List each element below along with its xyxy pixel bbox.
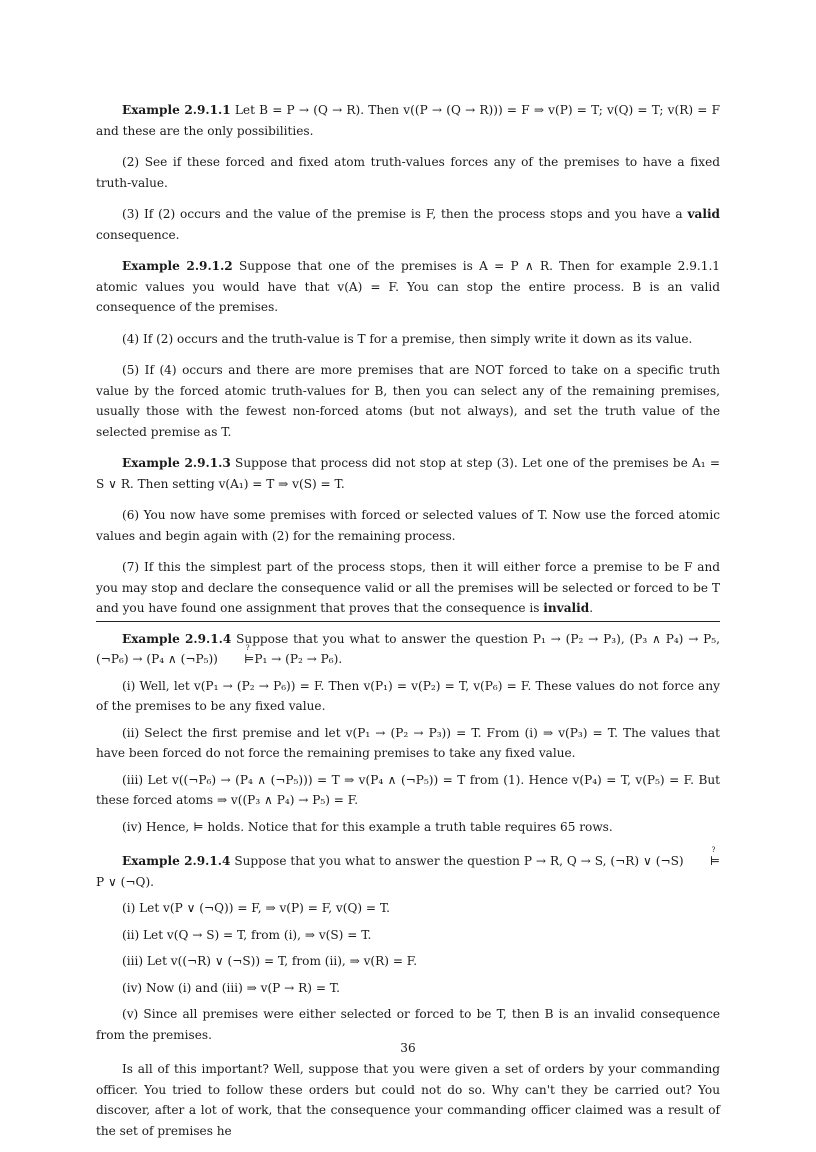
question-mark: ?	[711, 846, 716, 854]
turnstile-symbol	[218, 644, 255, 670]
example-2-9-1-4-b	[96, 846, 720, 892]
example-b-step-iii: (iii) Let v((¬R) ∨ (¬S)) = T, from (ii), ⇒ v(R) = F.	[122, 954, 418, 968]
example-a-step-iv: (iv) Hence, ⊨ holds. Notice that for this example a truth table requires 65 rows.	[122, 819, 613, 834]
example-b-step-i: (i) Let v(P ∨ (¬Q)) = F, ⇒ v(P) = F, v(Q) = T.	[122, 901, 391, 915]
step-3	[96, 204, 720, 245]
page-number: 36	[400, 1041, 416, 1055]
example-a-step-i: (i) Well, let v(P₁ → (P₂ → P₆)) = F. Then v(P₁) = v(P₂) = T, v(P₆) = F. These values do not force any of the premises to be any fixed value.	[96, 678, 720, 713]
example-label: Example 2.9.1.3	[122, 456, 231, 470]
example-2-9-1-3	[96, 453, 720, 494]
closing-paragraph: Is all of this important? Well, suppose that you were given a set of orders by your commanding officer. You tried to follow these orders but could not do so. Why can't they be carried out? You discover, after a lot of work, that the consequence your commanding officer claimed was a result of the set of premises he	[96, 1062, 720, 1138]
example-text: Suppose that process did not stop at step (3). Let one of the premises be A₁ = S ∨ R. Then setting v(A₁) = T ⇒ v(S) = T.	[96, 456, 720, 491]
step-6: (6) You now have some premises with forced or selected values of T. Now use the forced atomic values and begin again with (2) for the remaining process.	[96, 508, 720, 543]
example-label: Example 2.9.1.2	[122, 259, 233, 273]
example-b-step-ii: (ii) Let v(Q → S) = T, from (i), ⇒ v(S) = T.	[122, 927, 372, 942]
example-2-9-1-2	[96, 256, 720, 318]
step-4: (4) If (2) occurs and the truth-value is T for a premise, then simply write it down as its value.	[122, 331, 693, 346]
turnstile: ⊨	[243, 652, 255, 666]
section-divider	[96, 621, 720, 622]
example-2-9-1-4-a	[96, 629, 720, 670]
example-conclusion: P ∨ (¬Q).	[96, 874, 155, 889]
example-text: Suppose that you what to answer the question P → R, Q → S, (¬R) ∨ (¬S)	[230, 854, 684, 868]
page-content	[96, 100, 720, 1152]
spacer	[96, 843, 720, 851]
example-label: Example 2.9.1.4	[122, 854, 231, 868]
example-b-step-iv: (iv) Now (i) and (iii) ⇒ v(P → R) = T.	[122, 980, 340, 995]
step-7	[96, 557, 720, 619]
turnstile: ⊨	[709, 854, 720, 868]
example-label: Example 2.9.1.4	[122, 631, 232, 646]
valid-term: valid	[687, 207, 720, 221]
question-mark: ?	[245, 644, 250, 652]
example-text: Let B = P → (Q → R). Then v((P → (Q → R))) = F ⇒ v(P) = T; v(Q) = T; v(R) = F and these are the only possibilities.	[96, 103, 720, 138]
step-3-tail: consequence.	[96, 227, 180, 242]
step-2: (2) See if these forced and fixed atom truth-values forces any of the premises to have a fixed truth-value.	[96, 155, 720, 190]
example-text: Suppose that one of the premises is A = P ∧ R. Then for example 2.9.1.1 atomic values you would have that v(A) = F. You can stop the entire process. B is an valid consequence of the premises.	[96, 259, 720, 314]
step-3-text: (3) If (2) occurs and the value of the premise is F, then the process stops and you have a	[122, 207, 688, 221]
step-5: (5) If (4) occurs and there are more premises that are NOT forced to take on a specific truth value by the forced atomic truth-values for B, then you can select any of the remaining premises, usually those with the fewest non-forced atoms (but not always), and set the truth value of the selected premise as T.	[96, 363, 720, 439]
example-2-9-1-1	[96, 100, 720, 141]
example-a-step-iii: (iii) Let v((¬P₆) → (P₄ ∧ (¬P₅))) = T ⇒ v(P₄ ∧ (¬P₅)) = T from (1). Hence v(P₄) = T, v(P₅) = F. But these forced atoms ⇒ v((P₃ ∧ P₄) → P₅) = F.	[96, 772, 720, 807]
example-a-step-ii: (ii) Select the first premise and let v(P₁ → (P₂ → P₃)) = T. From (i) ⇒ v(P₃) = T. The values that have been forced do not force the remaining premises to take any fixed value.	[96, 725, 720, 760]
example-text: Suppose that you what to answer the question P₁ → (P₂ → P₃), (P₃ ∧ P₄) → P₅, (¬P₆) → (P₄ ∧ (¬P₅))	[96, 631, 721, 666]
example-label: Example 2.9.1.1	[122, 103, 231, 117]
example-conclusion: P₁ → (P₂ → P₆).	[254, 652, 343, 666]
example-b-step-v: (v) Since all premises were either selected or forced to be T, then B is an invalid consequence from the premises.	[96, 1007, 720, 1042]
turnstile-symbol	[684, 846, 720, 872]
step-7-text: (7) If this the simplest part of the process stops, then it will either force a premise to be F and you may stop and declare the consequence valid or all the premises will be selected or forced to be T and you have found one assignment that proves that the consequence is	[96, 560, 720, 615]
invalid-term: invalid	[543, 601, 590, 615]
step-7-tail: .	[589, 601, 594, 615]
